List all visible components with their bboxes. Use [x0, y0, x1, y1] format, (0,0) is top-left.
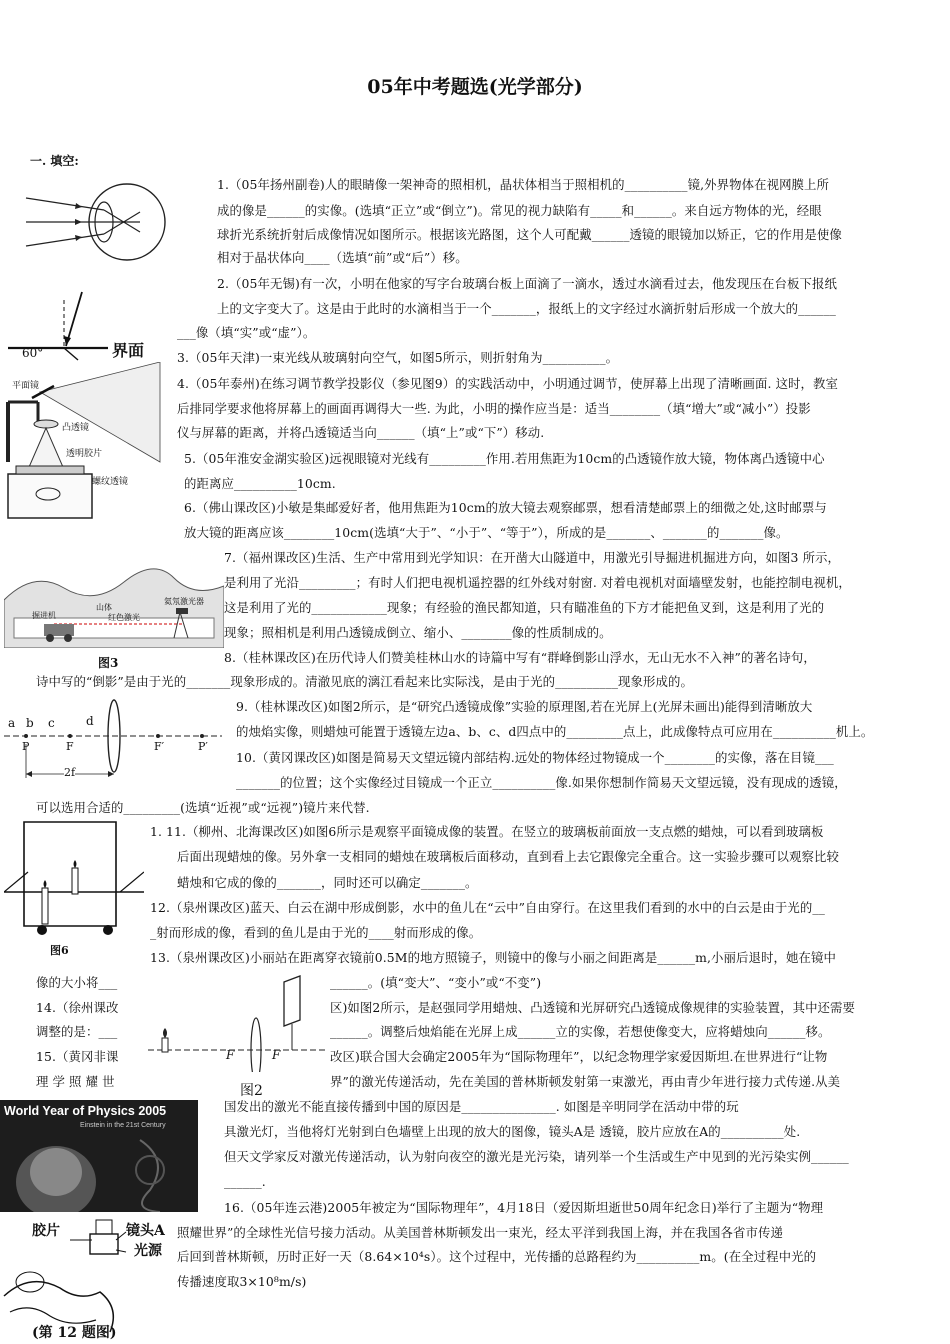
- text-line: 2.（05年无锡)有一次，小明在他家的写字台玻璃台板上面滴了一滴水，透过水滴看过去，他发现压在台板下报纸: [217, 276, 837, 291]
- eye-diagram: [22, 172, 172, 272]
- figure-caption: 图6: [50, 944, 69, 957]
- text-line: 5.（05年淮安金湖实验区)远视眼镜对光线有_________作用.若用焦距为10cm的凸透镜作放大镜，物体离凸透镜中心: [184, 451, 825, 466]
- text-line: 调整的是：___: [36, 1024, 118, 1039]
- text-line: 相对于晶状体向____（选填“前”或“后”）移。: [217, 250, 468, 265]
- text-line: 6.（佛山课改区)小敏是集邮爱好者，他用焦距为10cm的放大镜去观察邮票，想看清楚邮票上的细微之处,这时邮票与: [184, 500, 827, 515]
- tunnel-diagram: [4, 560, 224, 670]
- text-line: 1. 11.（柳州、北海课改区)如图6所示是观察平面镜成像的装置。在竖立的玻璃板前面放一支点燃的蜡烛，可以看到玻璃板: [150, 824, 824, 839]
- text-line: ___像（填“实”或“虚”）。: [177, 325, 316, 340]
- point-a: a: [8, 716, 16, 730]
- text-line: 13.（泉州课改区)小丽站在距离穿衣镜前0.5M的地方照镜子，则镜中的像与小丽之间距离是______m,小丽后退时，她在镜中: [150, 950, 836, 965]
- physics-year-figure: [0, 1100, 200, 1344]
- text-line: ______.: [224, 1174, 266, 1189]
- text-line: 照耀世界”的全球性光信号接力活动。从美国普林斯顿发出一束光，经太平洋到我国上海，并在我国各省市传递: [177, 1225, 783, 1240]
- point-d: d: [86, 714, 94, 728]
- film-label: 胶片: [32, 1223, 60, 1239]
- text-line: 是利用了光沿_________；有时人们把电视机遥控器的红外线对射窗. 对着电视机对面墙壁发射，也能控制电视机，: [224, 575, 851, 590]
- mark-f-prime: F′: [154, 740, 165, 753]
- text-line: 成的像是______的实像。(选填“正立”或“倒立”)。常见的视力缺陷有_____和______。来自远方物体的光，经眼: [217, 203, 822, 218]
- text-line: 7.（福州课改区)生活、生产中常用到光学知识：在开凿大山隧道中，用激光引导掘进机掘进方向，如图3 所示，: [224, 550, 841, 565]
- text-line: 后排同学要求他将屏幕上的画面再调得大一些. 为此，小明的操作应当是：适当________（填“增大”或“减小”）投影: [177, 401, 811, 416]
- text-line: 16.（05年连云港)2005年被定为“国际物理年”，4月18日（爱因斯坦逝世50周年纪念日)举行了主题为“物理: [224, 1200, 824, 1215]
- text-line: 可以选用合适的_________(选填“近视”或“远视”)镜片来代替.: [36, 800, 370, 815]
- mark-p-prime: P′: [198, 740, 208, 753]
- span-label: 2f: [64, 766, 76, 779]
- text-line: _______的位置；这个实像经过目镜成一个正立__________像.如果你想制作简易天文望远镜，没有现成的透镜，: [236, 775, 847, 790]
- text-line: 具激光灯，当他将灯光射到白色墙壁上出现的放大的图像，镜头A是 透镜，胶片应放在A的__________处.: [224, 1124, 801, 1139]
- text-line: 9.（桂林课改区)如图2所示，是“研究凸透镜成像”实验的原理图,若在光屏上(光屏未画出)能得到清晰放大: [236, 699, 813, 714]
- text-line: 但天文学家反对激光传递活动，认为射向夜空的激光是光污染，请列举一个生活或生产中见到的光污染实例______: [224, 1149, 849, 1164]
- mountain-label: 山体: [96, 603, 112, 612]
- banner-text: World Year of Physics 2005: [4, 1104, 167, 1118]
- text-line: 传播速度取3×10⁸m/s): [177, 1274, 307, 1289]
- text-line: 15.（黄冈非课: [36, 1049, 119, 1064]
- mirror-label: 平面镜: [12, 381, 40, 391]
- laser-label: 氦氖激光器: [164, 597, 204, 606]
- text-line: 放大镜的距离应该________10cm(选填“大于”、“小于”、“等于”），所成的是_______、_______的_______像。: [184, 525, 789, 540]
- lens-axis-diagram: [4, 698, 224, 786]
- text-line: 后面出现蜡烛的像。另外拿一支相同的蜡烛在玻璃板后面移动，直到看上去它跟像完全重合。这一实验步骤可以观察比较: [177, 849, 840, 864]
- light-source-label: 光源: [134, 1243, 162, 1259]
- text-line: 区)如图2所示，是赵强同学用蜡烛、凸透镜和光屏研究凸透镜成像规律的实验装置，其中还需要: [330, 1000, 856, 1015]
- machine-label: 掘进机: [32, 611, 56, 620]
- lens-a-label: 镜头A: [126, 1223, 165, 1239]
- text-line: _射而形成的像，看到的鱼儿是由于光的____射而形成的像。: [150, 925, 482, 940]
- physics-year-photo: [0, 1100, 198, 1212]
- text-line: 3.（05年天津)一束光线从玻璃射向空气，如图5所示，则折射角为__________。: [177, 350, 619, 365]
- text-line: 8.（桂林课改区)在历代诗人们赞美桂林山水的诗篇中写有“群峰倒影山浮水，无山无水不入神”的著名诗句，: [224, 650, 816, 665]
- text-line: 球折光系统折射后成像情况如图所示。根据该光路图，这个人可配戴______透镜的眼镜加以矫正，它的作用是使像: [217, 227, 842, 242]
- text-line: 12.（泉州课改区)蓝天、白云在湖中形成倒影，水中的鱼儿在“云中”自由穿行。在这里我们看到的水中的白云是由于光的__: [150, 900, 825, 915]
- text-line: ______。(填“变大”、“变小”或“不变”): [330, 975, 542, 990]
- optical-bench-diagram: [148, 972, 328, 1102]
- focus-label: F: [272, 1048, 281, 1062]
- slide-label: 透明胶片: [66, 449, 103, 459]
- text-line: 国发出的激光不能直接传播到中国的原因是_______________. 如图是辛明同学在活动中带的玩: [224, 1099, 739, 1114]
- refraction-diagram: [8, 290, 168, 362]
- mark-p: P: [22, 740, 30, 753]
- text-line: 上的文字变大了。这是由于此时的水滴相当于一个_______，报纸上的文字经过水滴折射后形成一个放大的______: [217, 301, 836, 316]
- point-b: b: [26, 716, 34, 730]
- text-line: 像的大小将___: [36, 975, 118, 990]
- interface-label: 界面: [112, 341, 145, 360]
- text-line: 改区)联合国大会确定2005年为“国际物理年”，以纪念物理学家爱因斯坦.在世界进行“让物: [330, 1049, 828, 1064]
- text-line: 界”的激光传递活动，先在美国的普林斯顿发射第一束激光，再由青少年进行接力式传递.从美: [330, 1074, 841, 1089]
- text-line: 后回到普林斯顿，历时正好一天（8.64×10⁴s）。这个过程中，光传播的总路程约为__________m。(在全过程中光的: [177, 1249, 817, 1264]
- page-title: 05年中考题选(光学部分): [367, 76, 583, 98]
- mirror-setup-diagram: [4, 818, 144, 958]
- text-line: 诗中写的“倒影”是由于光的_______现象形成的。清澈见底的漓江看起来比实际浅，是由于光的__________现象形成的。: [36, 674, 693, 689]
- figure-caption: 图2: [240, 1083, 263, 1099]
- mark-f: F: [66, 740, 74, 753]
- screw-label: 螺纹透镜: [92, 477, 129, 487]
- text-line: 蜡烛和它成的像的_______，同时还可以确定_______。: [177, 875, 478, 890]
- text-line: 这是利用了光的____________现象；有经验的渔民都知道，只有瞄准鱼的下方才能把鱼叉到，这是利用了光的: [224, 600, 825, 615]
- text-line: 1.（05年扬州副卷)人的眼睛像一架神奇的照相机，晶状体相当于照相机的__________镜,外界物体在视网膜上所: [217, 177, 830, 192]
- angle-label: 60°: [22, 346, 44, 360]
- point-c: c: [48, 716, 55, 730]
- text-line: 现象；照相机是利用凸透镜成倒立、缩小、________像的性质制成的。: [224, 625, 612, 640]
- text-line: 的距离应__________10cm.: [184, 476, 336, 491]
- text-line: 理 学 照 耀 世: [36, 1074, 115, 1089]
- text-line: 10.（黄冈课改区)如图是简易天文望远镜内部结构.远处的物体经过物镜成一个________的实像，落在目镜___: [236, 750, 834, 765]
- lens-label: 凸透镜: [62, 423, 90, 433]
- text-line: 14.（徐州课改: [36, 1000, 119, 1015]
- figure-caption: 图3: [98, 656, 119, 670]
- projector-diagram: [2, 362, 162, 522]
- text-line: 4.（05年泰州)在练习调节教学投影仪（参见图9）的实践活动中，小明通过调节，使屏幕上出现了清晰画面. 这时，教室: [177, 376, 839, 391]
- banner-subtitle: Einstein in the 21st Century: [80, 1122, 166, 1129]
- text-line: 的烛焰实像，则蜡烛可能置于透镜左边a、b、c、d四点中的_________点上，此成像特点可应用在__________机上。: [236, 724, 874, 739]
- text-line: ______。调整后烛焰能在光屏上成______立的实像，若想使像变大，应将蜡烛向______移。: [330, 1024, 831, 1039]
- figure-caption: (第 12 题图): [32, 1325, 117, 1341]
- text-line: 仪与屏幕的距离，并将凸透镜适当向______（填“上”或“下”）移动.: [177, 425, 545, 440]
- focus-label: F: [226, 1048, 235, 1062]
- beam-label: 红色激光: [108, 613, 140, 622]
- section-heading: 一. 填空:: [30, 154, 79, 168]
